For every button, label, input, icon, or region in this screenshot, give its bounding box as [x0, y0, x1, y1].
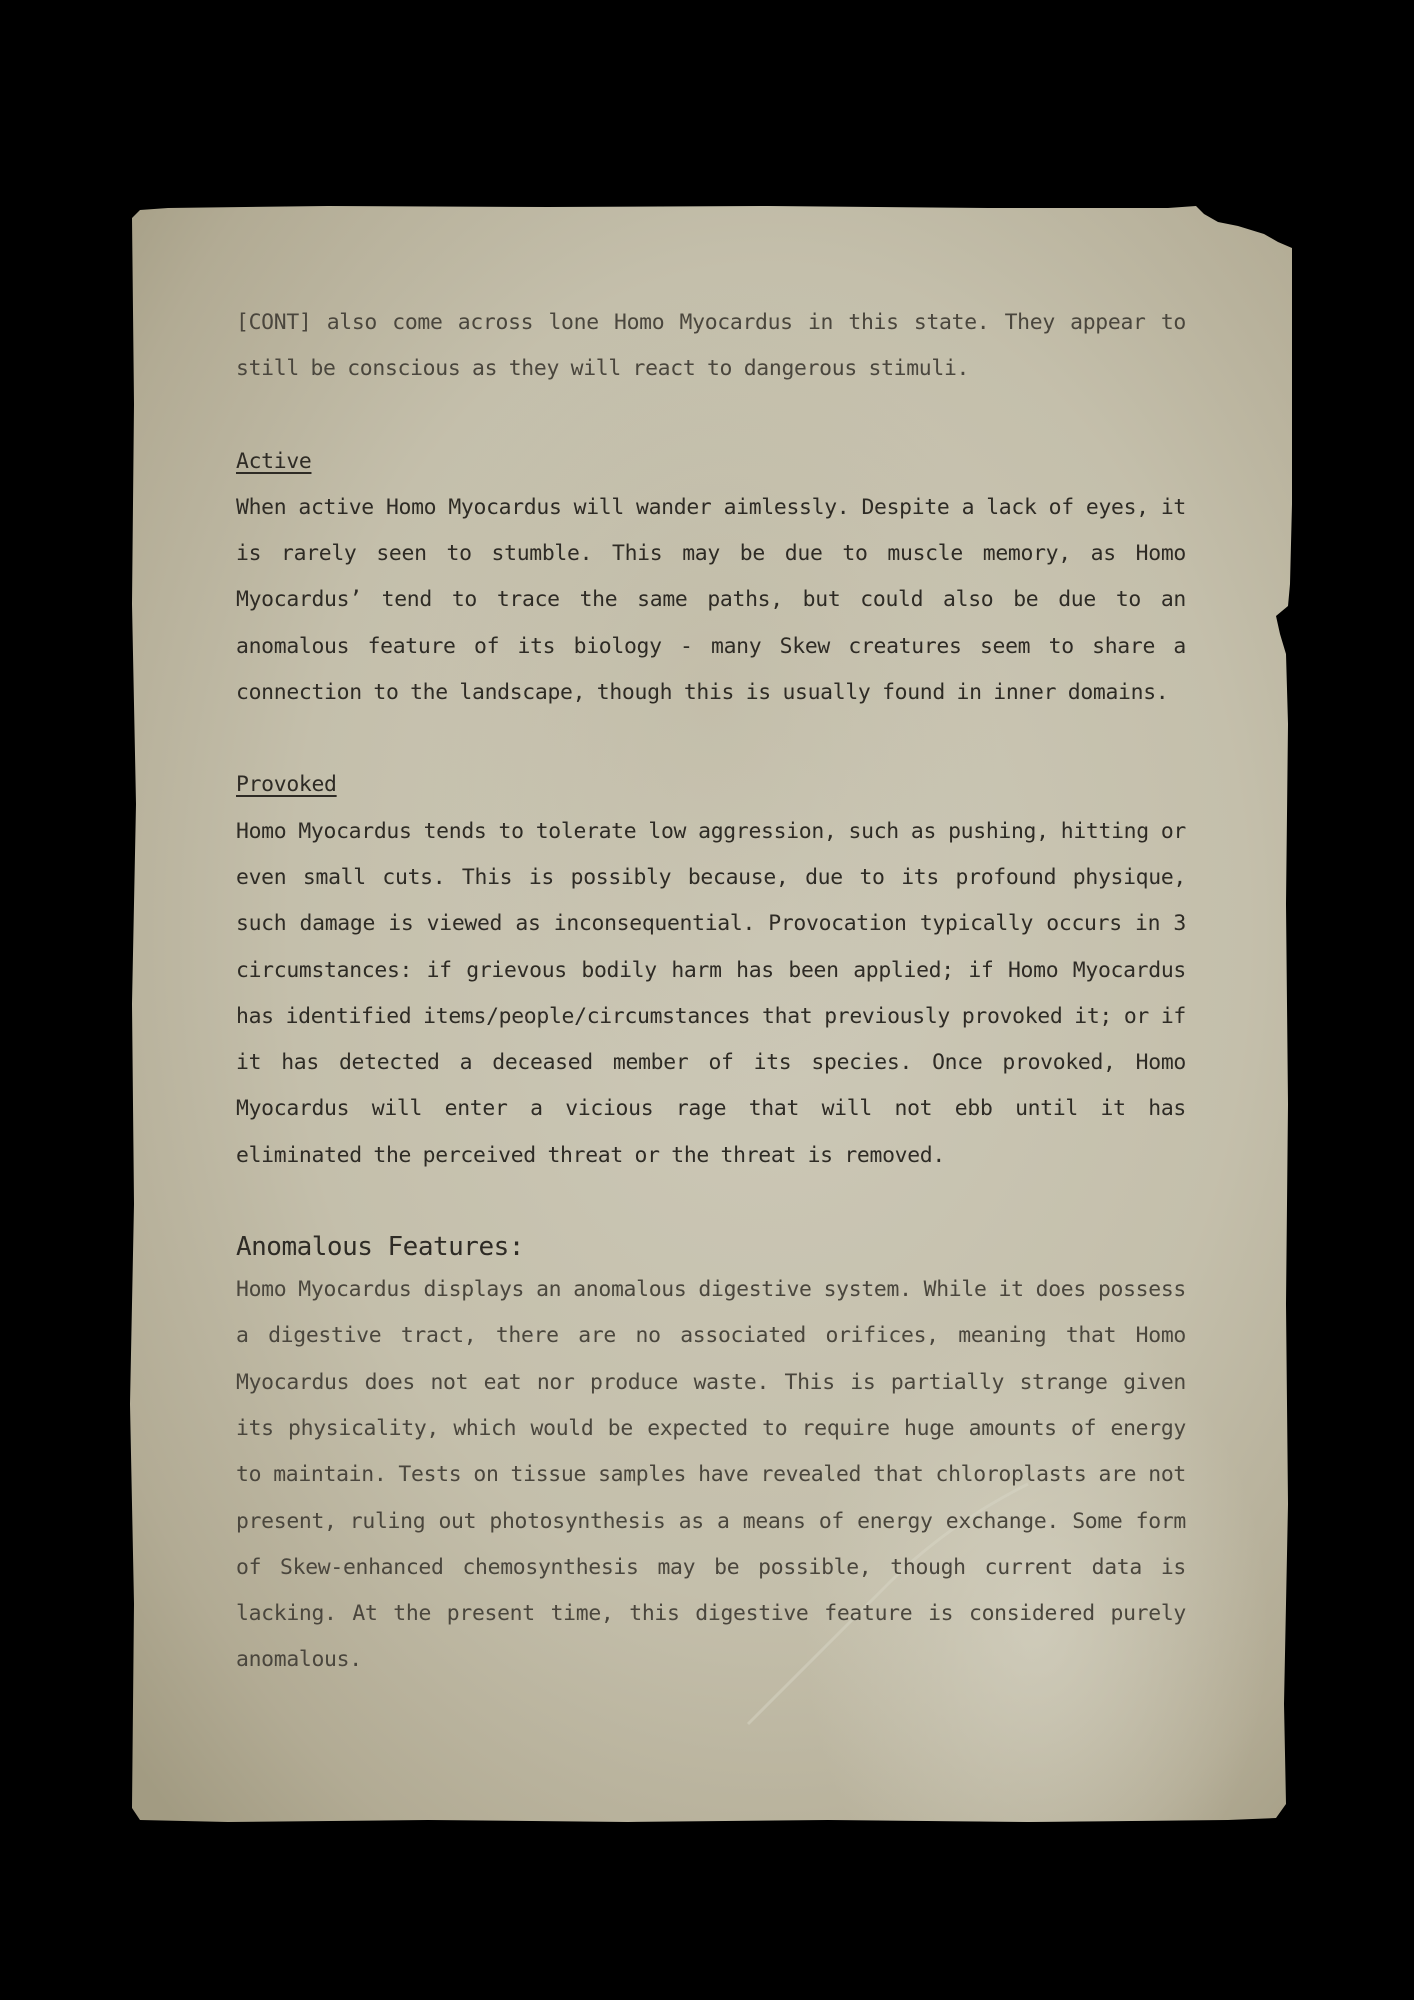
anomalous-features-body: Homo Myocardus displays an anomalous digestive system. While it does possess a digestive tract, there are no associated orifices, meaning that Homo Myocardus does not eat nor produce waste. This is partially strange given its physicality, which would be expected to require huge amounts of energy to maintain. Tests on tissue samples have revealed that chloroplasts are not present, ruling out photosynthesis as a means of energy exchange. Some form of Skew-enhanced chemosynthesis may be possible, though current data is lacking. At the present time, this digestive feature is considered purely anomalous. [236, 1277, 1186, 1673]
paper-sheet [128, 204, 1294, 1824]
section-heading-active: Active [236, 448, 312, 474]
anomalous-features-heading: Anomalous Features: [236, 1232, 524, 1263]
document-body [236, 300, 1186, 1684]
section-body-provoked: Homo Myocardus tends to tolerate low aggression, such as pushing, hitting or even small cuts. This is possibly because, due to its profound physique, such damage is viewed as inconsequential. Provocation typically occurs in 3 circumstances: if grievous bodily harm has been applied; if Homo Myocardus has identified items/people/circumstances that previously provoked it; or if it has detected a deceased member of its species. Once provoked, Homo Myocardus will enter a vicious rage that will not ebb until it has eliminated the perceived threat or the threat is removed. [236, 818, 1186, 1168]
section-body-active: When active Homo Myocardus will wander aimlessly. Despite a lack of eyes, it is rarely seen to stumble. This may be due to muscle memory, as Homo Myocardus’ tend to trace the same paths, but could also be due to an anomalous feature of its biology - many Skew creatures seem to share a connection to the landscape, though this is usually found in inner domains. [236, 494, 1186, 706]
continued-paragraph: [CONT] also come across lone Homo Myocardus in this state. They appear to still be conscious as they will react to dangerous stimuli. [236, 310, 1186, 382]
section-heading-provoked: Provoked [236, 772, 337, 798]
